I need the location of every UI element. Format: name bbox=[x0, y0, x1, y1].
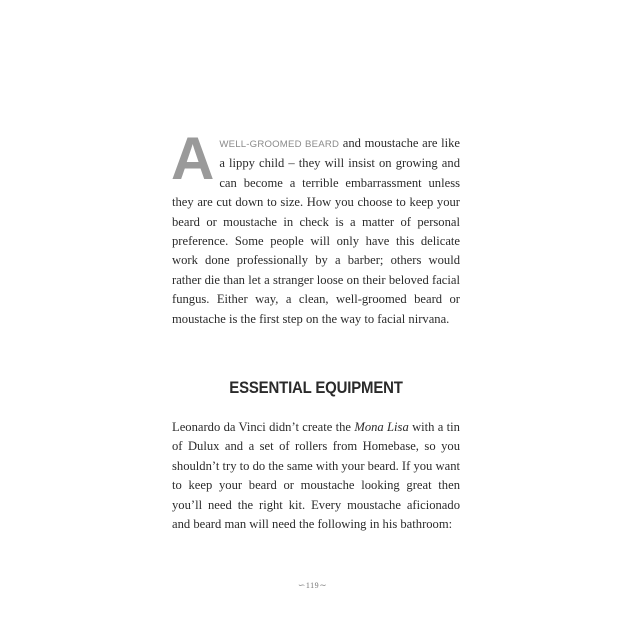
equipment-paragraph bbox=[172, 418, 460, 534]
section-heading: ESSENTIAL EQUIPMENT bbox=[229, 378, 403, 397]
page-number bbox=[0, 580, 625, 591]
artwork-title: Mona Lisa bbox=[354, 420, 409, 434]
drop-cap: A bbox=[171, 125, 215, 192]
equipment-body-end: with a tin of Dulux and a set of rollers from Homebase, so you shouldn’t try to do the same with your beard. If you want to keep your beard or moustache looking great then you’ll need the right kit. Every moustache aficionado and beard man will need the following in his bathroom: bbox=[172, 420, 460, 532]
intro-paragraph bbox=[171, 125, 461, 329]
ornament-right-icon: ∼ bbox=[319, 580, 328, 590]
intro-body: and moustache are like a lippy child – they will insist on growing and can become a terrible embarrassment unless they are cut down to size. How you choose to keep your beard or moustache in check is a matter of personal preference. Some people will only have this delicate work done professionally by a barber; others would rather die than let a stranger loose on their beloved facial fungus. Either way, a clean, well-groomed beard or moustache is the first step on the way to facial nirvana. bbox=[172, 136, 461, 326]
page-number-value: 119 bbox=[305, 581, 320, 590]
small-caps-lead: WELL-GROOMED BEARD bbox=[219, 139, 340, 150]
ornament-left-icon: ∽ bbox=[297, 580, 306, 590]
equipment-body-start: Leonardo da Vinci didn’t create the bbox=[172, 420, 355, 434]
